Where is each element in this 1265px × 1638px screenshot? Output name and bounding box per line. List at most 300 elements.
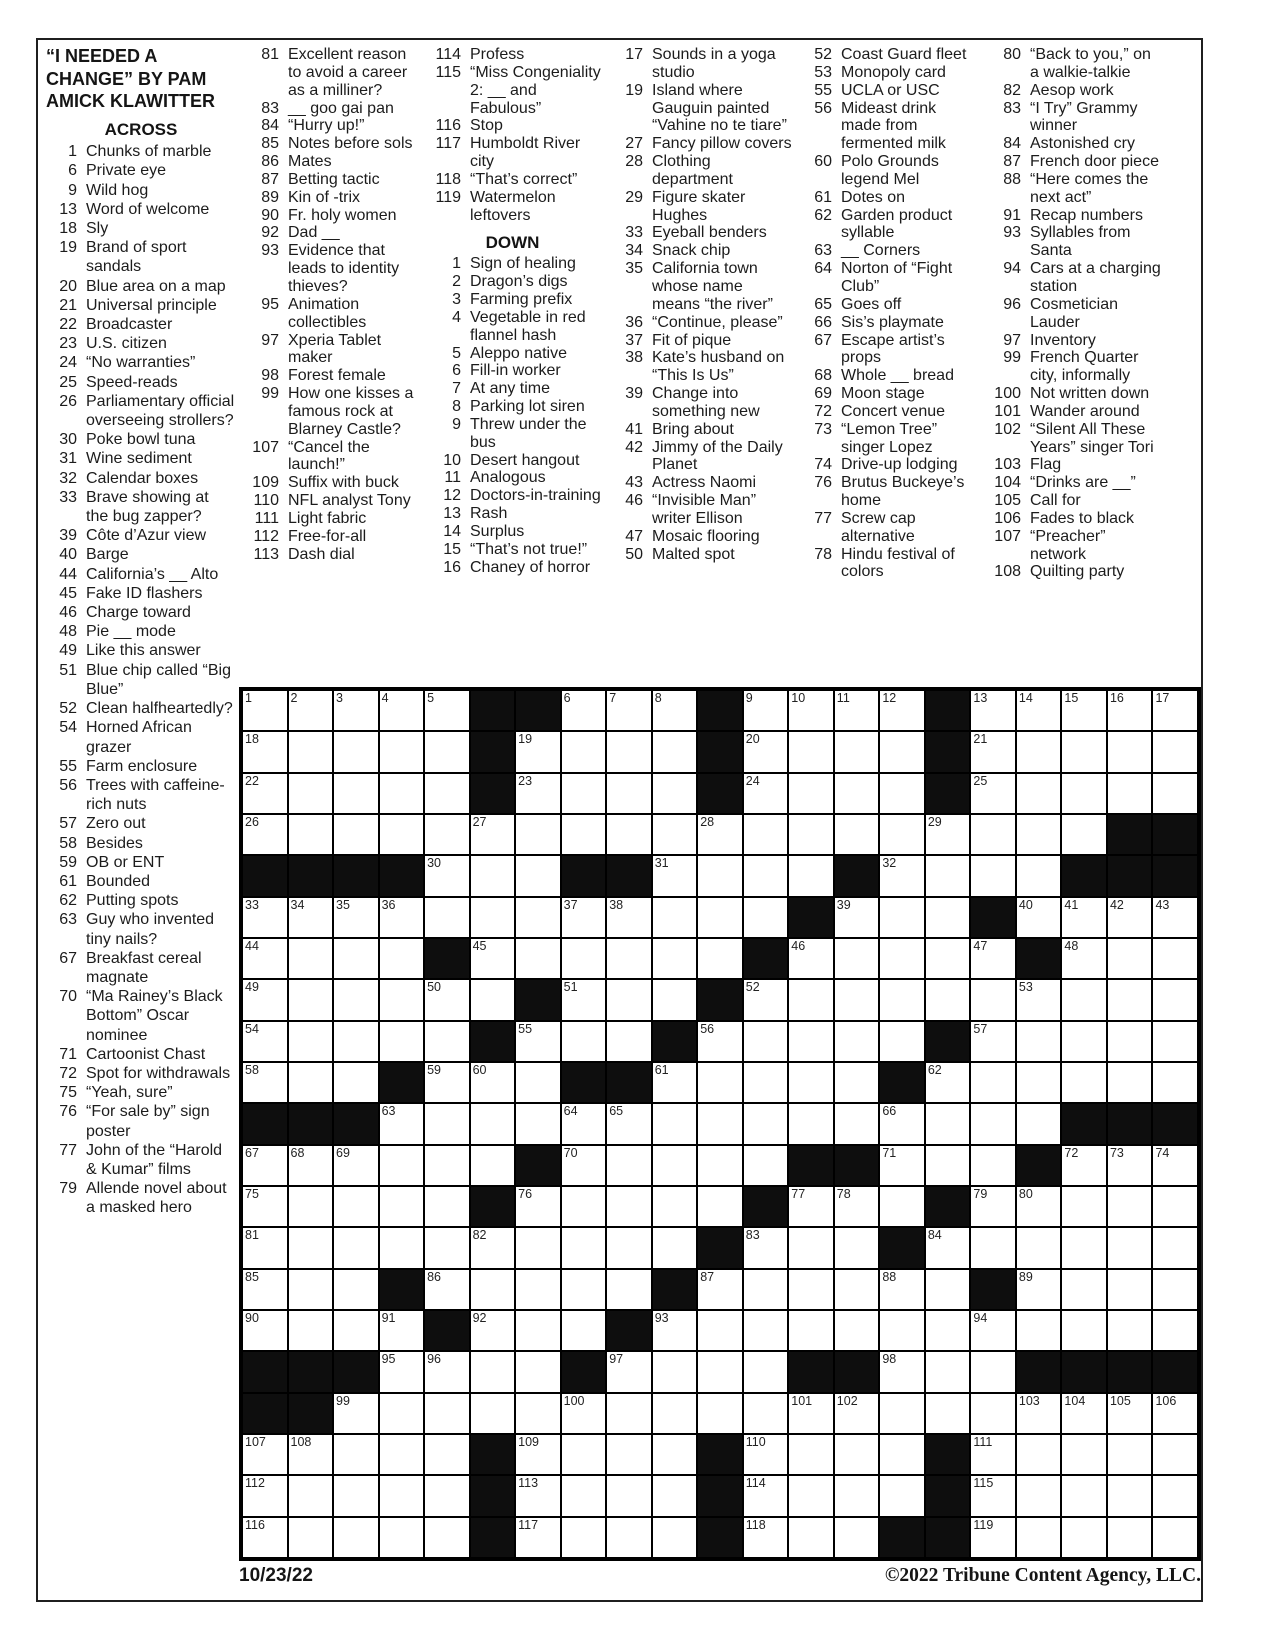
- grid-cell-r16c14[interactable]: [834, 1310, 880, 1351]
- grid-cell-r7c17[interactable]: [970, 938, 1016, 979]
- grid-cell-r18c5[interactable]: [424, 1393, 470, 1434]
- grid-cell-r6c6[interactable]: [470, 897, 516, 938]
- grid-cell-r3c2[interactable]: [288, 773, 334, 814]
- grid-cell-r4c7[interactable]: [515, 814, 561, 855]
- grid-cell-r19c2[interactable]: [288, 1434, 334, 1475]
- grid-cell-r6c2[interactable]: [288, 897, 334, 938]
- grid-cell-r4c14[interactable]: [834, 814, 880, 855]
- grid-cell-r19c19[interactable]: [1061, 1434, 1107, 1475]
- grid-cell-r20c21[interactable]: [1152, 1475, 1198, 1516]
- grid-cell-r11c8[interactable]: [561, 1103, 607, 1144]
- grid-cell-r21c17[interactable]: [970, 1517, 1016, 1558]
- grid-cell-r14c2[interactable]: [288, 1227, 334, 1268]
- grid-cell-r11c9[interactable]: [606, 1103, 652, 1144]
- grid-cell-r12c5[interactable]: [424, 1145, 470, 1186]
- grid-cell-r16c7[interactable]: [515, 1310, 561, 1351]
- grid-cell-r1c18[interactable]: [1016, 690, 1062, 731]
- grid-cell-r2c10[interactable]: [652, 731, 698, 772]
- grid-cell-r6c12[interactable]: [743, 897, 789, 938]
- grid-cell-r4c2[interactable]: [288, 814, 334, 855]
- grid-cell-r13c17[interactable]: [970, 1186, 1016, 1227]
- grid-cell-r10c14[interactable]: [834, 1062, 880, 1103]
- grid-cell-r17c11[interactable]: [697, 1351, 743, 1392]
- grid-cell-r10c12[interactable]: [743, 1062, 789, 1103]
- grid-cell-r1c3[interactable]: [333, 690, 379, 731]
- grid-cell-r18c13[interactable]: [788, 1393, 834, 1434]
- grid-cell-r16c2[interactable]: [288, 1310, 334, 1351]
- grid-cell-r15c19[interactable]: [1061, 1269, 1107, 1310]
- grid-cell-r15c16[interactable]: [925, 1269, 971, 1310]
- grid-cell-r16c3[interactable]: [333, 1310, 379, 1351]
- grid-cell-r21c13[interactable]: [788, 1517, 834, 1558]
- grid-cell-r4c4[interactable]: [379, 814, 425, 855]
- grid-cell-r11c15[interactable]: [879, 1103, 925, 1144]
- grid-cell-r19c21[interactable]: [1152, 1434, 1198, 1475]
- grid-cell-r5c10[interactable]: [652, 855, 698, 896]
- grid-cell-r16c11[interactable]: [697, 1310, 743, 1351]
- grid-cell-r3c9[interactable]: [606, 773, 652, 814]
- grid-cell-r11c11[interactable]: [697, 1103, 743, 1144]
- grid-cell-r10c10[interactable]: [652, 1062, 698, 1103]
- grid-cell-r4c19[interactable]: [1061, 814, 1107, 855]
- grid-cell-r13c1[interactable]: [242, 1186, 288, 1227]
- grid-cell-r7c16[interactable]: [925, 938, 971, 979]
- grid-cell-r21c1[interactable]: [242, 1517, 288, 1558]
- grid-cell-r8c2[interactable]: [288, 979, 334, 1020]
- grid-cell-r1c14[interactable]: [834, 690, 880, 731]
- grid-cell-r6c9[interactable]: [606, 897, 652, 938]
- grid-cell-r20c20[interactable]: [1107, 1475, 1153, 1516]
- grid-cell-r10c3[interactable]: [333, 1062, 379, 1103]
- grid-cell-r7c6[interactable]: [470, 938, 516, 979]
- grid-cell-r5c6[interactable]: [470, 855, 516, 896]
- grid-cell-r9c5[interactable]: [424, 1021, 470, 1062]
- grid-cell-r13c11[interactable]: [697, 1186, 743, 1227]
- grid-cell-r11c18[interactable]: [1016, 1103, 1062, 1144]
- grid-cell-r7c4[interactable]: [379, 938, 425, 979]
- grid-cell-r7c19[interactable]: [1061, 938, 1107, 979]
- grid-cell-r12c15[interactable]: [879, 1145, 925, 1186]
- grid-cell-r4c9[interactable]: [606, 814, 652, 855]
- grid-cell-r1c20[interactable]: [1107, 690, 1153, 731]
- grid-cell-r3c13[interactable]: [788, 773, 834, 814]
- grid-cell-r2c3[interactable]: [333, 731, 379, 772]
- grid-cell-r10c16[interactable]: [925, 1062, 971, 1103]
- grid-cell-r3c5[interactable]: [424, 773, 470, 814]
- grid-cell-r4c12[interactable]: [743, 814, 789, 855]
- grid-cell-r1c15[interactable]: [879, 690, 925, 731]
- grid-cell-r1c8[interactable]: [561, 690, 607, 731]
- grid-cell-r10c1[interactable]: [242, 1062, 288, 1103]
- grid-cell-r17c15[interactable]: [879, 1351, 925, 1392]
- grid-cell-r1c9[interactable]: [606, 690, 652, 731]
- grid-cell-r21c14[interactable]: [834, 1517, 880, 1558]
- grid-cell-r9c8[interactable]: [561, 1021, 607, 1062]
- grid-cell-r19c12[interactable]: [743, 1434, 789, 1475]
- grid-cell-r9c11[interactable]: [697, 1021, 743, 1062]
- grid-cell-r6c14[interactable]: [834, 897, 880, 938]
- grid-cell-r3c21[interactable]: [1152, 773, 1198, 814]
- grid-cell-r7c13[interactable]: [788, 938, 834, 979]
- grid-cell-r21c12[interactable]: [743, 1517, 789, 1558]
- grid-cell-r1c13[interactable]: [788, 690, 834, 731]
- grid-cell-r9c21[interactable]: [1152, 1021, 1198, 1062]
- grid-cell-r13c21[interactable]: [1152, 1186, 1198, 1227]
- grid-cell-r2c19[interactable]: [1061, 731, 1107, 772]
- grid-cell-r15c20[interactable]: [1107, 1269, 1153, 1310]
- grid-cell-r10c21[interactable]: [1152, 1062, 1198, 1103]
- grid-cell-r21c2[interactable]: [288, 1517, 334, 1558]
- grid-cell-r5c11[interactable]: [697, 855, 743, 896]
- grid-cell-r12c17[interactable]: [970, 1145, 1016, 1186]
- grid-cell-r20c19[interactable]: [1061, 1475, 1107, 1516]
- grid-cell-r15c3[interactable]: [333, 1269, 379, 1310]
- grid-cell-r12c4[interactable]: [379, 1145, 425, 1186]
- grid-cell-r2c14[interactable]: [834, 731, 880, 772]
- grid-cell-r7c14[interactable]: [834, 938, 880, 979]
- grid-cell-r18c18[interactable]: [1016, 1393, 1062, 1434]
- grid-cell-r2c8[interactable]: [561, 731, 607, 772]
- grid-cell-r7c8[interactable]: [561, 938, 607, 979]
- grid-cell-r13c7[interactable]: [515, 1186, 561, 1227]
- grid-cell-r10c20[interactable]: [1107, 1062, 1153, 1103]
- grid-cell-r17c17[interactable]: [970, 1351, 1016, 1392]
- grid-cell-r18c11[interactable]: [697, 1393, 743, 1434]
- grid-cell-r8c5[interactable]: [424, 979, 470, 1020]
- grid-cell-r20c1[interactable]: [242, 1475, 288, 1516]
- grid-cell-r20c10[interactable]: [652, 1475, 698, 1516]
- grid-cell-r8c20[interactable]: [1107, 979, 1153, 1020]
- grid-cell-r9c12[interactable]: [743, 1021, 789, 1062]
- grid-cell-r20c2[interactable]: [288, 1475, 334, 1516]
- grid-cell-r19c13[interactable]: [788, 1434, 834, 1475]
- grid-cell-r12c1[interactable]: [242, 1145, 288, 1186]
- grid-cell-r15c8[interactable]: [561, 1269, 607, 1310]
- grid-cell-r14c19[interactable]: [1061, 1227, 1107, 1268]
- grid-cell-r2c2[interactable]: [288, 731, 334, 772]
- grid-cell-r10c7[interactable]: [515, 1062, 561, 1103]
- grid-cell-r19c15[interactable]: [879, 1434, 925, 1475]
- grid-cell-r18c21[interactable]: [1152, 1393, 1198, 1434]
- grid-cell-r13c20[interactable]: [1107, 1186, 1153, 1227]
- grid-cell-r12c3[interactable]: [333, 1145, 379, 1186]
- grid-cell-r20c5[interactable]: [424, 1475, 470, 1516]
- grid-cell-r8c6[interactable]: [470, 979, 516, 1020]
- grid-cell-r4c5[interactable]: [424, 814, 470, 855]
- grid-cell-r12c11[interactable]: [697, 1145, 743, 1186]
- grid-cell-r9c1[interactable]: [242, 1021, 288, 1062]
- grid-cell-r13c13[interactable]: [788, 1186, 834, 1227]
- grid-cell-r17c9[interactable]: [606, 1351, 652, 1392]
- grid-cell-r6c11[interactable]: [697, 897, 743, 938]
- grid-cell-r2c9[interactable]: [606, 731, 652, 772]
- grid-cell-r21c21[interactable]: [1152, 1517, 1198, 1558]
- grid-cell-r21c4[interactable]: [379, 1517, 425, 1558]
- grid-cell-r5c17[interactable]: [970, 855, 1016, 896]
- grid-cell-r14c3[interactable]: [333, 1227, 379, 1268]
- grid-cell-r8c13[interactable]: [788, 979, 834, 1020]
- grid-cell-r18c14[interactable]: [834, 1393, 880, 1434]
- grid-cell-r18c17[interactable]: [970, 1393, 1016, 1434]
- grid-cell-r4c3[interactable]: [333, 814, 379, 855]
- grid-cell-r6c16[interactable]: [925, 897, 971, 938]
- grid-cell-r20c3[interactable]: [333, 1475, 379, 1516]
- grid-cell-r9c3[interactable]: [333, 1021, 379, 1062]
- grid-cell-r1c12[interactable]: [743, 690, 789, 731]
- grid-cell-r4c1[interactable]: [242, 814, 288, 855]
- grid-cell-r20c9[interactable]: [606, 1475, 652, 1516]
- grid-cell-r17c12[interactable]: [743, 1351, 789, 1392]
- grid-cell-r3c14[interactable]: [834, 773, 880, 814]
- grid-cell-r15c11[interactable]: [697, 1269, 743, 1310]
- grid-cell-r16c13[interactable]: [788, 1310, 834, 1351]
- grid-cell-r3c18[interactable]: [1016, 773, 1062, 814]
- grid-cell-r20c17[interactable]: [970, 1475, 1016, 1516]
- grid-cell-r5c12[interactable]: [743, 855, 789, 896]
- grid-cell-r18c16[interactable]: [925, 1393, 971, 1434]
- grid-cell-r7c10[interactable]: [652, 938, 698, 979]
- grid-cell-r14c9[interactable]: [606, 1227, 652, 1268]
- grid-cell-r21c10[interactable]: [652, 1517, 698, 1558]
- grid-cell-r16c4[interactable]: [379, 1310, 425, 1351]
- grid-cell-r16c20[interactable]: [1107, 1310, 1153, 1351]
- grid-cell-r17c6[interactable]: [470, 1351, 516, 1392]
- grid-cell-r9c18[interactable]: [1016, 1021, 1062, 1062]
- grid-cell-r10c19[interactable]: [1061, 1062, 1107, 1103]
- grid-cell-r17c10[interactable]: [652, 1351, 698, 1392]
- grid-cell-r6c1[interactable]: [242, 897, 288, 938]
- grid-cell-r3c8[interactable]: [561, 773, 607, 814]
- grid-cell-r9c13[interactable]: [788, 1021, 834, 1062]
- grid-cell-r14c10[interactable]: [652, 1227, 698, 1268]
- grid-cell-r18c3[interactable]: [333, 1393, 379, 1434]
- grid-cell-r10c5[interactable]: [424, 1062, 470, 1103]
- grid-cell-r14c18[interactable]: [1016, 1227, 1062, 1268]
- grid-cell-r6c7[interactable]: [515, 897, 561, 938]
- grid-cell-r2c4[interactable]: [379, 731, 425, 772]
- grid-cell-r21c8[interactable]: [561, 1517, 607, 1558]
- grid-cell-r9c19[interactable]: [1061, 1021, 1107, 1062]
- grid-cell-r2c5[interactable]: [424, 731, 470, 772]
- grid-cell-r14c6[interactable]: [470, 1227, 516, 1268]
- grid-cell-r8c3[interactable]: [333, 979, 379, 1020]
- grid-cell-r11c14[interactable]: [834, 1103, 880, 1144]
- grid-cell-r12c8[interactable]: [561, 1145, 607, 1186]
- grid-cell-r12c9[interactable]: [606, 1145, 652, 1186]
- grid-cell-r6c4[interactable]: [379, 897, 425, 938]
- grid-cell-r6c20[interactable]: [1107, 897, 1153, 938]
- grid-cell-r11c10[interactable]: [652, 1103, 698, 1144]
- grid-cell-r13c3[interactable]: [333, 1186, 379, 1227]
- grid-cell-r20c8[interactable]: [561, 1475, 607, 1516]
- grid-cell-r8c1[interactable]: [242, 979, 288, 1020]
- grid-cell-r16c16[interactable]: [925, 1310, 971, 1351]
- grid-cell-r7c2[interactable]: [288, 938, 334, 979]
- grid-cell-r6c15[interactable]: [879, 897, 925, 938]
- grid-cell-r21c19[interactable]: [1061, 1517, 1107, 1558]
- grid-cell-r13c9[interactable]: [606, 1186, 652, 1227]
- grid-cell-r8c21[interactable]: [1152, 979, 1198, 1020]
- grid-cell-r16c15[interactable]: [879, 1310, 925, 1351]
- grid-cell-r16c8[interactable]: [561, 1310, 607, 1351]
- grid-cell-r19c1[interactable]: [242, 1434, 288, 1475]
- grid-cell-r2c12[interactable]: [743, 731, 789, 772]
- grid-cell-r14c13[interactable]: [788, 1227, 834, 1268]
- grid-cell-r14c17[interactable]: [970, 1227, 1016, 1268]
- grid-cell-r6c18[interactable]: [1016, 897, 1062, 938]
- grid-cell-r18c19[interactable]: [1061, 1393, 1107, 1434]
- grid-cell-r3c20[interactable]: [1107, 773, 1153, 814]
- grid-cell-r8c18[interactable]: [1016, 979, 1062, 1020]
- grid-cell-r20c15[interactable]: [879, 1475, 925, 1516]
- grid-cell-r19c18[interactable]: [1016, 1434, 1062, 1475]
- grid-cell-r18c4[interactable]: [379, 1393, 425, 1434]
- grid-cell-r18c20[interactable]: [1107, 1393, 1153, 1434]
- grid-cell-r1c5[interactable]: [424, 690, 470, 731]
- grid-cell-r1c4[interactable]: [379, 690, 425, 731]
- grid-cell-r3c7[interactable]: [515, 773, 561, 814]
- grid-cell-r3c17[interactable]: [970, 773, 1016, 814]
- grid-cell-r21c20[interactable]: [1107, 1517, 1153, 1558]
- grid-cell-r18c6[interactable]: [470, 1393, 516, 1434]
- grid-cell-r8c10[interactable]: [652, 979, 698, 1020]
- grid-cell-r11c7[interactable]: [515, 1103, 561, 1144]
- grid-cell-r7c7[interactable]: [515, 938, 561, 979]
- grid-cell-r12c16[interactable]: [925, 1145, 971, 1186]
- grid-cell-r2c1[interactable]: [242, 731, 288, 772]
- grid-cell-r6c5[interactable]: [424, 897, 470, 938]
- grid-cell-r3c4[interactable]: [379, 773, 425, 814]
- grid-cell-r7c20[interactable]: [1107, 938, 1153, 979]
- grid-cell-r8c15[interactable]: [879, 979, 925, 1020]
- grid-cell-r21c18[interactable]: [1016, 1517, 1062, 1558]
- grid-cell-r11c13[interactable]: [788, 1103, 834, 1144]
- grid-cell-r6c19[interactable]: [1061, 897, 1107, 938]
- grid-cell-r13c2[interactable]: [288, 1186, 334, 1227]
- grid-cell-r16c21[interactable]: [1152, 1310, 1198, 1351]
- grid-cell-r11c16[interactable]: [925, 1103, 971, 1144]
- grid-cell-r14c8[interactable]: [561, 1227, 607, 1268]
- grid-cell-r10c6[interactable]: [470, 1062, 516, 1103]
- grid-cell-r8c14[interactable]: [834, 979, 880, 1020]
- grid-cell-r8c19[interactable]: [1061, 979, 1107, 1020]
- grid-cell-r3c19[interactable]: [1061, 773, 1107, 814]
- grid-cell-r20c4[interactable]: [379, 1475, 425, 1516]
- grid-cell-r3c15[interactable]: [879, 773, 925, 814]
- grid-cell-r2c7[interactable]: [515, 731, 561, 772]
- grid-cell-r9c7[interactable]: [515, 1021, 561, 1062]
- grid-cell-r15c7[interactable]: [515, 1269, 561, 1310]
- grid-cell-r6c21[interactable]: [1152, 897, 1198, 938]
- grid-cell-r2c20[interactable]: [1107, 731, 1153, 772]
- grid-cell-r12c21[interactable]: [1152, 1145, 1198, 1186]
- grid-cell-r4c6[interactable]: [470, 814, 516, 855]
- grid-cell-r6c8[interactable]: [561, 897, 607, 938]
- grid-cell-r8c4[interactable]: [379, 979, 425, 1020]
- grid-cell-r5c18[interactable]: [1016, 855, 1062, 896]
- grid-cell-r21c7[interactable]: [515, 1517, 561, 1558]
- grid-cell-r13c14[interactable]: [834, 1186, 880, 1227]
- grid-cell-r14c12[interactable]: [743, 1227, 789, 1268]
- grid-cell-r13c5[interactable]: [424, 1186, 470, 1227]
- grid-cell-r9c9[interactable]: [606, 1021, 652, 1062]
- grid-cell-r2c13[interactable]: [788, 731, 834, 772]
- grid-cell-r2c18[interactable]: [1016, 731, 1062, 772]
- grid-cell-r8c8[interactable]: [561, 979, 607, 1020]
- grid-cell-r7c3[interactable]: [333, 938, 379, 979]
- grid-cell-r21c9[interactable]: [606, 1517, 652, 1558]
- grid-cell-r18c7[interactable]: [515, 1393, 561, 1434]
- grid-cell-r18c10[interactable]: [652, 1393, 698, 1434]
- grid-cell-r5c15[interactable]: [879, 855, 925, 896]
- grid-cell-r3c3[interactable]: [333, 773, 379, 814]
- grid-cell-r15c18[interactable]: [1016, 1269, 1062, 1310]
- grid-cell-r20c12[interactable]: [743, 1475, 789, 1516]
- grid-cell-r5c16[interactable]: [925, 855, 971, 896]
- grid-cell-r14c16[interactable]: [925, 1227, 971, 1268]
- grid-cell-r19c10[interactable]: [652, 1434, 698, 1475]
- grid-cell-r8c9[interactable]: [606, 979, 652, 1020]
- grid-cell-r4c10[interactable]: [652, 814, 698, 855]
- grid-cell-r15c2[interactable]: [288, 1269, 334, 1310]
- grid-cell-r18c8[interactable]: [561, 1393, 607, 1434]
- grid-cell-r19c8[interactable]: [561, 1434, 607, 1475]
- grid-cell-r19c17[interactable]: [970, 1434, 1016, 1475]
- grid-cell-r13c10[interactable]: [652, 1186, 698, 1227]
- grid-cell-r12c19[interactable]: [1061, 1145, 1107, 1186]
- grid-cell-r3c12[interactable]: [743, 773, 789, 814]
- grid-cell-r14c4[interactable]: [379, 1227, 425, 1268]
- grid-cell-r1c17[interactable]: [970, 690, 1016, 731]
- grid-cell-r14c5[interactable]: [424, 1227, 470, 1268]
- grid-cell-r20c14[interactable]: [834, 1475, 880, 1516]
- grid-cell-r15c1[interactable]: [242, 1269, 288, 1310]
- grid-cell-r19c14[interactable]: [834, 1434, 880, 1475]
- grid-cell-r9c4[interactable]: [379, 1021, 425, 1062]
- grid-cell-r16c17[interactable]: [970, 1310, 1016, 1351]
- grid-cell-r7c9[interactable]: [606, 938, 652, 979]
- grid-cell-r12c10[interactable]: [652, 1145, 698, 1186]
- grid-cell-r14c1[interactable]: [242, 1227, 288, 1268]
- grid-cell-r13c4[interactable]: [379, 1186, 425, 1227]
- grid-cell-r11c17[interactable]: [970, 1103, 1016, 1144]
- grid-cell-r4c15[interactable]: [879, 814, 925, 855]
- grid-cell-r20c13[interactable]: [788, 1475, 834, 1516]
- grid-cell-r9c14[interactable]: [834, 1021, 880, 1062]
- grid-cell-r7c15[interactable]: [879, 938, 925, 979]
- grid-cell-r16c10[interactable]: [652, 1310, 698, 1351]
- grid-cell-r5c13[interactable]: [788, 855, 834, 896]
- grid-cell-r19c7[interactable]: [515, 1434, 561, 1475]
- grid-cell-r15c12[interactable]: [743, 1269, 789, 1310]
- grid-cell-r17c4[interactable]: [379, 1351, 425, 1392]
- grid-cell-r21c5[interactable]: [424, 1517, 470, 1558]
- grid-cell-r13c15[interactable]: [879, 1186, 925, 1227]
- grid-cell-r13c19[interactable]: [1061, 1186, 1107, 1227]
- grid-cell-r10c11[interactable]: [697, 1062, 743, 1103]
- grid-cell-r19c9[interactable]: [606, 1434, 652, 1475]
- grid-cell-r4c11[interactable]: [697, 814, 743, 855]
- grid-cell-r16c1[interactable]: [242, 1310, 288, 1351]
- grid-cell-r4c17[interactable]: [970, 814, 1016, 855]
- grid-cell-r15c6[interactable]: [470, 1269, 516, 1310]
- grid-cell-r11c4[interactable]: [379, 1103, 425, 1144]
- grid-cell-r1c10[interactable]: [652, 690, 698, 731]
- grid-cell-r17c16[interactable]: [925, 1351, 971, 1392]
- grid-cell-r1c21[interactable]: [1152, 690, 1198, 731]
- grid-cell-r9c15[interactable]: [879, 1021, 925, 1062]
- grid-cell-r6c10[interactable]: [652, 897, 698, 938]
